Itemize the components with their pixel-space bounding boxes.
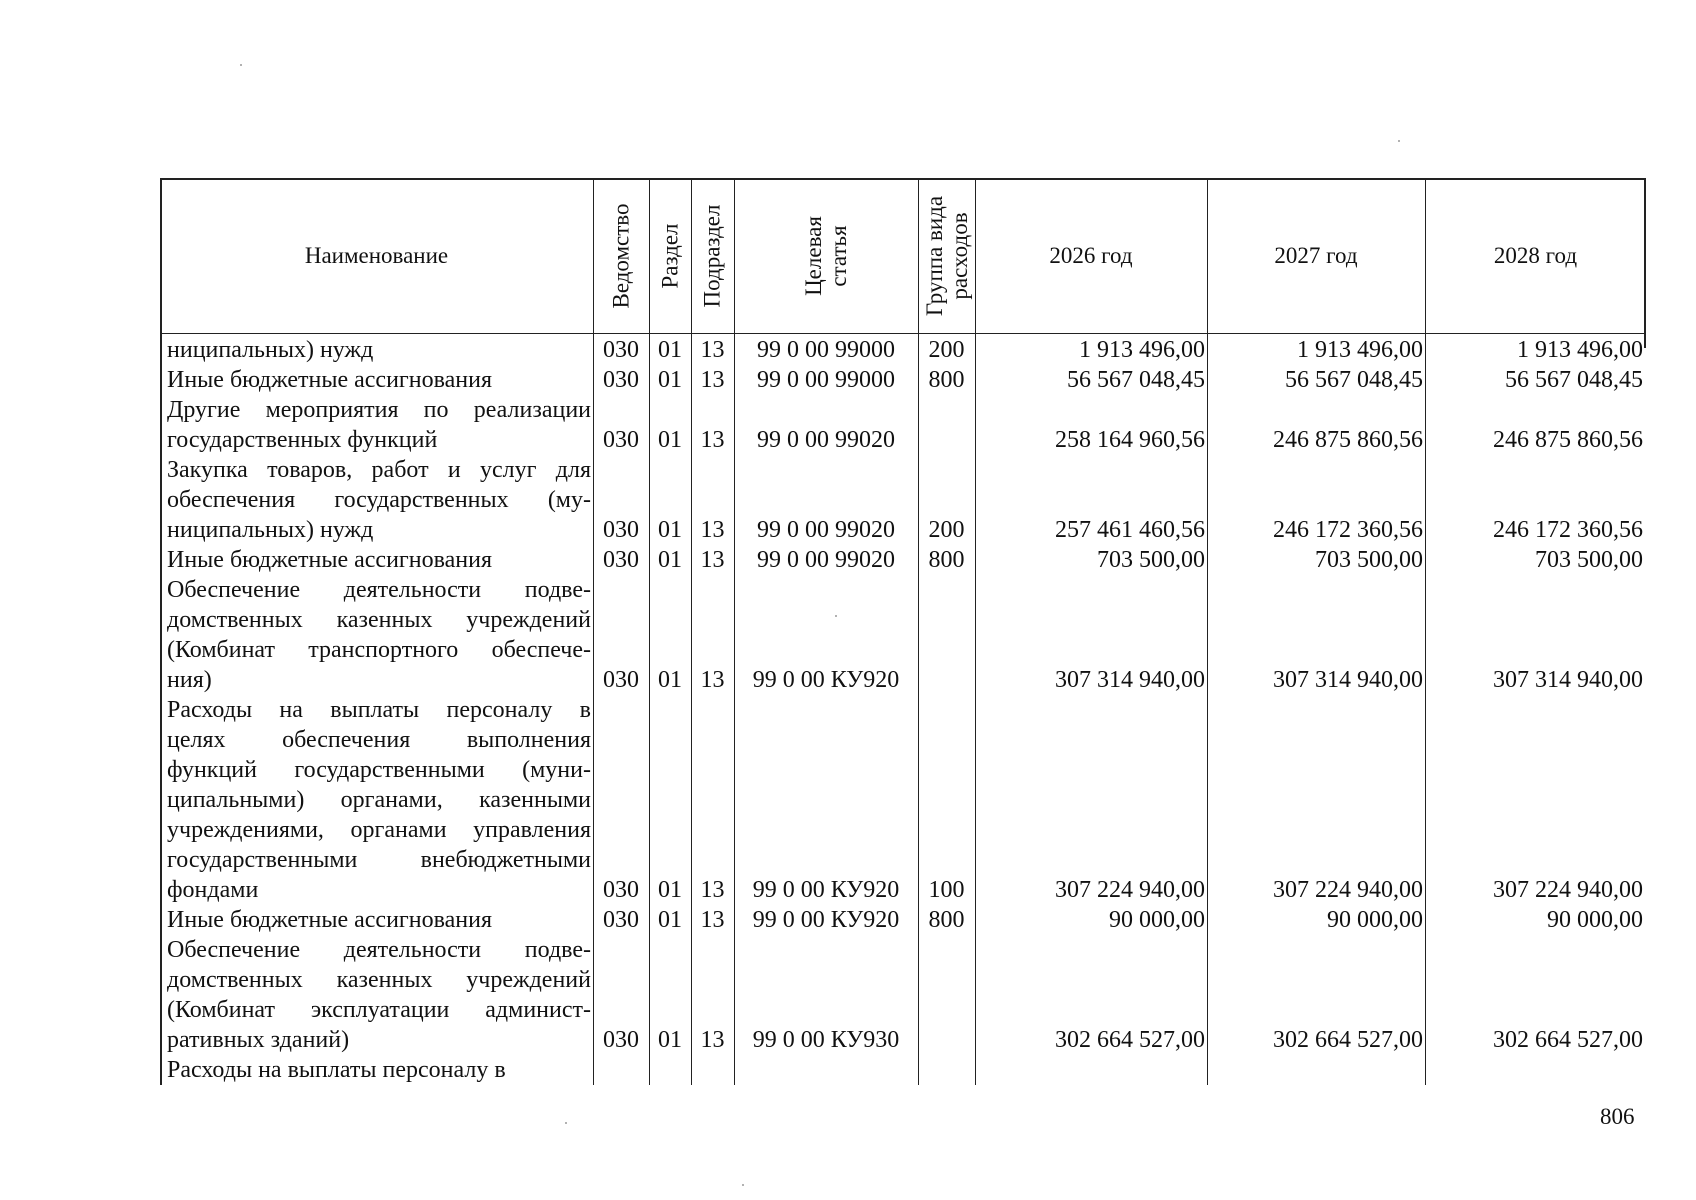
cell-razdel: 01 [658, 517, 682, 543]
cell-razdel: 01 [658, 907, 682, 933]
cell-razdel: 01 [658, 367, 682, 393]
naimenovanie-line: Другие мероприятия по реализации [167, 397, 591, 423]
cell-year-2027: 246 875 860,56 [1273, 427, 1423, 453]
cell-naimenovanie [167, 395, 591, 455]
cell-vedomstvo: 030 [603, 367, 639, 393]
cell-year-2028: 307 224 940,00 [1493, 877, 1643, 903]
header-tselevaya-statya: Целевая статья [801, 216, 851, 296]
cell-year-2028: 246 875 860,56 [1493, 427, 1643, 453]
cell-year-2026: 307 314 940,00 [1055, 667, 1205, 693]
cell-tselevaya-statya: 99 0 00 99020 [757, 427, 895, 453]
cell-vedomstvo: 030 [603, 547, 639, 573]
cell-podrazdel: 13 [700, 517, 725, 543]
cell-podrazdel: 13 [700, 547, 725, 573]
cell-year-2027: 90 000,00 [1327, 907, 1423, 933]
cell-podrazdel: 13 [700, 877, 725, 903]
cell-gruppa-vida: 200 [928, 517, 965, 543]
cell-tselevaya-statya: 99 0 00 99000 [757, 367, 895, 393]
cell-vedomstvo: 030 [603, 337, 639, 363]
naimenovanie-line: Расходы на выплаты персоналу в [167, 697, 591, 723]
cell-year-2026: 257 461 460,56 [1055, 517, 1205, 543]
naimenovanie-line: Расходы на выплаты персоналу в [167, 1057, 506, 1083]
scan-speck [742, 1184, 744, 1186]
cell-year-2026: 56 567 048,45 [1067, 367, 1205, 393]
cell-year-2027: 246 172 360,56 [1273, 517, 1423, 543]
cell-year-2028: 302 664 527,00 [1493, 1027, 1643, 1053]
naimenovanie-line: учреждениями, органами управления [167, 817, 591, 843]
cell-naimenovanie [167, 545, 591, 575]
page-number: 806 [1600, 1104, 1635, 1129]
col-divider-name [593, 178, 594, 1085]
naimenovanie-line: государственными внебюджетными [167, 847, 591, 873]
col-divider-podr [734, 178, 735, 1085]
cell-year-2028: 90 000,00 [1547, 907, 1643, 933]
cell-razdel: 01 [658, 337, 682, 363]
cell-tselevaya-statya: 99 0 00 99000 [757, 337, 895, 363]
cell-tselevaya-statya: 99 0 00 КУ920 [752, 907, 900, 933]
cell-year-2028: 1 913 496,00 [1517, 337, 1643, 363]
cell-naimenovanie [167, 365, 591, 395]
naimenovanie-line: государственных функций [167, 427, 438, 453]
cell-podrazdel: 13 [700, 907, 725, 933]
naimenovanie-line: Обеспечение деятельности подве- [167, 577, 591, 603]
cell-year-2026: 307 224 940,00 [1055, 877, 1205, 903]
naimenovanie-line: ниципальных) нужд [167, 517, 374, 543]
cell-naimenovanie [167, 695, 591, 905]
cell-year-2027: 307 314 940,00 [1273, 667, 1423, 693]
cell-podrazdel: 13 [700, 337, 725, 363]
cell-podrazdel: 13 [700, 367, 725, 393]
cell-naimenovanie [167, 455, 591, 545]
cell-tselevaya-statya: 99 0 00 99020 [757, 547, 895, 573]
cell-gruppa-vida: 800 [928, 547, 965, 573]
cell-razdel: 01 [658, 427, 682, 453]
cell-year-2027: 56 567 048,45 [1285, 367, 1423, 393]
header-year-2028: 2028 год [1493, 242, 1578, 268]
cell-podrazdel: 13 [700, 667, 725, 693]
cell-year-2027: 703 500,00 [1315, 547, 1423, 573]
naimenovanie-line: ципальными) органами, казенными [167, 787, 591, 813]
cell-year-2027: 302 664 527,00 [1273, 1027, 1423, 1053]
col-divider-cs [918, 178, 919, 1085]
cell-razdel: 01 [658, 877, 682, 903]
cell-tselevaya-statya: 99 0 00 КУ920 [752, 667, 900, 693]
naimenovanie-line: ниципальных) нужд [167, 337, 374, 363]
cell-naimenovanie [167, 1055, 591, 1085]
header-year-2027: 2027 год [1274, 242, 1358, 268]
cell-year-2026: 703 500,00 [1097, 547, 1205, 573]
cell-tselevaya-statya: 99 0 00 99020 [757, 517, 895, 543]
header-vedomstvo: Ведомство [608, 203, 634, 309]
cell-year-2028: 307 314 940,00 [1493, 667, 1643, 693]
cell-year-2026: 258 164 960,56 [1055, 427, 1205, 453]
scan-speck [835, 615, 837, 617]
naimenovanie-line: домственных казенных учреждений [167, 607, 591, 633]
naimenovanie-line: целях обеспечения выполнения [167, 727, 591, 753]
cell-naimenovanie [167, 335, 591, 365]
cell-vedomstvo: 030 [603, 667, 639, 693]
cell-tselevaya-statya: 99 0 00 КУ920 [752, 877, 900, 903]
naimenovanie-line: Закупка товаров, работ и услуг для [167, 457, 591, 483]
scan-speck [565, 1122, 567, 1124]
cell-year-2027: 307 224 940,00 [1273, 877, 1423, 903]
header-bottom-border [160, 333, 1646, 334]
header-name: Наименование [304, 242, 449, 268]
cell-podrazdel: 13 [700, 427, 725, 453]
cell-gruppa-vida: 800 [928, 907, 965, 933]
cell-year-2028: 246 172 360,56 [1493, 517, 1643, 543]
cell-tselevaya-statya: 99 0 00 КУ930 [752, 1027, 900, 1053]
cell-year-2028: 56 567 048,45 [1505, 367, 1643, 393]
cell-year-2028: 703 500,00 [1535, 547, 1643, 573]
cell-gruppa-vida: 800 [928, 367, 965, 393]
cell-razdel: 01 [658, 667, 682, 693]
header-podrazdel: Подраздел [699, 204, 725, 308]
scan-speck [240, 64, 242, 66]
scan-speck [1398, 140, 1400, 142]
cell-vedomstvo: 030 [603, 517, 639, 543]
cell-year-2026: 302 664 527,00 [1055, 1027, 1205, 1053]
header-year-2026: 2026 год [1049, 242, 1133, 268]
cell-year-2026: 1 913 496,00 [1079, 337, 1205, 363]
col-divider-razd [691, 178, 692, 1085]
naimenovanie-line: обеспечения государственных (му- [167, 487, 591, 513]
cell-year-2026: 90 000,00 [1109, 907, 1205, 933]
naimenovanie-line: (Комбинат эксплуатации админист- [167, 997, 591, 1023]
cell-gruppa-vida: 200 [928, 337, 965, 363]
cell-vedomstvo: 030 [603, 877, 639, 903]
cell-naimenovanie [167, 905, 591, 935]
naimenovanie-line: фондами [167, 877, 259, 903]
cell-year-2027: 1 913 496,00 [1297, 337, 1423, 363]
header-razdel: Раздел [657, 223, 683, 289]
cell-razdel: 01 [658, 547, 682, 573]
naimenovanie-line: (Комбинат транспортного обеспече- [167, 637, 591, 663]
cell-vedomstvo: 030 [603, 427, 639, 453]
naimenovanie-line: домственных казенных учреждений [167, 967, 591, 993]
cell-vedomstvo: 030 [603, 1027, 639, 1053]
cell-gruppa-vida: 100 [928, 877, 965, 903]
cell-naimenovanie [167, 935, 591, 1055]
cell-podrazdel: 13 [700, 1027, 725, 1053]
cell-razdel: 01 [658, 1027, 682, 1053]
naimenovanie-line: Обеспечение деятельности подве- [167, 937, 591, 963]
cell-vedomstvo: 030 [603, 907, 639, 933]
naimenovanie-line: Иные бюджетные ассигнования [167, 907, 492, 933]
naimenovanie-line: Иные бюджетные ассигнования [167, 547, 492, 573]
naimenovanie-line: ративных зданий) [167, 1027, 350, 1053]
budget-table [160, 178, 1646, 1085]
naimenovanie-line: Иные бюджетные ассигнования [167, 367, 492, 393]
naimenovanie-line: ния) [167, 667, 212, 693]
header-gruppa-vida-rashodov: Группа вида расходов [922, 195, 972, 317]
naimenovanie-line: функций государственными (муни- [167, 757, 591, 783]
cell-naimenovanie [167, 575, 591, 695]
col-divider-ved [649, 178, 650, 1085]
